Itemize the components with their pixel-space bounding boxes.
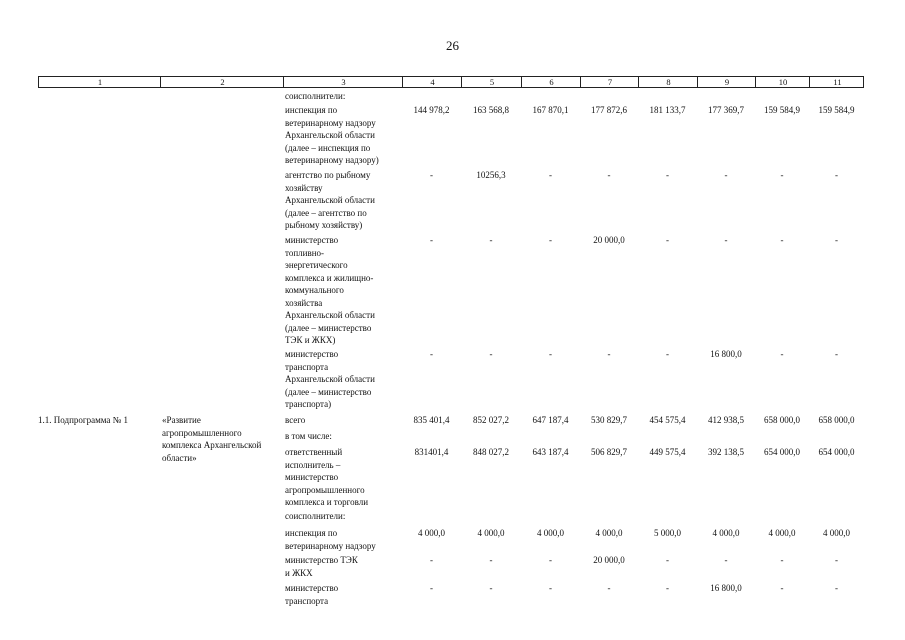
executor-cell: соисполнители: bbox=[285, 511, 346, 521]
value-cell-col4: - bbox=[430, 583, 433, 593]
header-divider bbox=[638, 77, 639, 87]
header-divider bbox=[580, 77, 581, 87]
value-cell-col10: 654 000,0 bbox=[764, 447, 800, 457]
value-cell-col5: - bbox=[489, 583, 493, 593]
header-divider bbox=[809, 77, 810, 87]
value-cell-col9: 4 000,0 bbox=[712, 528, 740, 538]
value-cell-col11: 159 584,9 bbox=[818, 105, 855, 115]
header-divider bbox=[160, 77, 161, 87]
value-cell-col7: - bbox=[607, 349, 611, 359]
header-cell-7: 7 bbox=[607, 77, 613, 87]
page-number: 26 bbox=[446, 38, 459, 53]
value-cell-col7: - bbox=[607, 170, 611, 180]
value-cell-col4: - bbox=[430, 235, 433, 245]
value-cell-col8: - bbox=[666, 555, 669, 565]
executor-cell: инспекция по ветеринарному надзору Архангельской области (далее – инспекция по ветеринарному надзору) bbox=[285, 105, 379, 165]
value-cell-col9: 392 138,5 bbox=[708, 447, 744, 457]
value-cell-col8: - bbox=[666, 235, 669, 245]
value-cell-col5: 10256,3 bbox=[476, 170, 506, 180]
header-cell-10: 10 bbox=[778, 77, 788, 87]
value-cell-col11: 658 000,0 bbox=[818, 415, 855, 425]
value-cell-col7: 20 000,0 bbox=[593, 235, 625, 245]
value-cell-col10: 4 000,0 bbox=[768, 528, 796, 538]
executor-cell: ответственный исполнитель – министерство агропромышленного комплекса и торговли bbox=[285, 447, 369, 507]
value-cell-col4: 4 000,0 bbox=[418, 528, 445, 538]
value-cell-col9: - bbox=[724, 170, 728, 180]
header-cell-1: 1 bbox=[97, 77, 103, 87]
value-cell-col6: - bbox=[549, 583, 552, 593]
value-cell-col10: - bbox=[780, 555, 784, 565]
program-name-cell: «Развитие агропромышленного комплекса Архангельской области» bbox=[162, 415, 262, 463]
value-cell-col4: 144 978,2 bbox=[413, 105, 450, 115]
value-cell-col6: - bbox=[549, 235, 552, 245]
value-cell-col10: - bbox=[780, 170, 784, 180]
value-cell-col11: - bbox=[835, 583, 838, 593]
header-divider bbox=[521, 77, 522, 87]
value-cell-col9: 412 938,5 bbox=[708, 415, 744, 425]
value-cell-col10: 658 000,0 bbox=[764, 415, 800, 425]
table-header-row bbox=[38, 76, 864, 88]
executor-cell: агентство по рыбному хозяйству Архангельской области (далее – агентство по рыбному хозяйству) bbox=[285, 170, 375, 230]
executor-cell: министерство топливно- энергетического комплекса и жилищно- коммунального хозяйства Архангельской области (далее – министерство ТЭК и ЖКХ) bbox=[285, 235, 375, 345]
value-cell-col7: - bbox=[607, 583, 611, 593]
header-divider bbox=[697, 77, 698, 87]
header-cell-8: 8 bbox=[666, 77, 671, 87]
value-cell-col11: 654 000,0 bbox=[818, 447, 855, 457]
value-cell-col5: - bbox=[489, 349, 493, 359]
header-divider bbox=[755, 77, 756, 87]
value-cell-col6: 643 187,4 bbox=[532, 447, 569, 457]
header-cell-2: 2 bbox=[220, 77, 225, 87]
value-cell-col10: - bbox=[780, 583, 784, 593]
executor-cell: министерство транспорта bbox=[285, 583, 339, 606]
value-cell-col5: - bbox=[489, 555, 493, 565]
executor-cell: инспекция по ветеринарному надзору bbox=[285, 528, 376, 551]
header-cell-4: 4 bbox=[430, 77, 435, 87]
value-cell-col4: - bbox=[430, 170, 433, 180]
value-cell-col11: - bbox=[835, 170, 838, 180]
value-cell-col5: 4 000,0 bbox=[477, 528, 505, 538]
header-cell-5: 5 bbox=[489, 77, 495, 87]
value-cell-col8: 181 133,7 bbox=[649, 105, 686, 115]
header-divider bbox=[402, 77, 403, 87]
value-cell-col9: - bbox=[724, 555, 728, 565]
value-cell-col5: 852 027,2 bbox=[473, 415, 509, 425]
value-cell-col11: - bbox=[835, 235, 838, 245]
value-cell-col11: - bbox=[835, 349, 838, 359]
header-cell-9: 9 bbox=[724, 77, 730, 87]
value-cell-col7: 530 829,7 bbox=[591, 415, 627, 425]
executor-cell: министерство ТЭК и ЖКХ bbox=[285, 555, 358, 578]
value-cell-col7: 177 872,6 bbox=[591, 105, 627, 115]
row-number-cell: 1.1. Подпрограмма № 1 bbox=[38, 415, 128, 425]
value-cell-col5: - bbox=[489, 235, 493, 245]
value-cell-col7: 506 829,7 bbox=[591, 447, 627, 457]
value-cell-col10: - bbox=[780, 349, 784, 359]
value-cell-col9: 177 369,7 bbox=[708, 105, 744, 115]
value-cell-col4: 831401,4 bbox=[414, 447, 449, 457]
value-cell-col11: 4 000,0 bbox=[823, 528, 850, 538]
value-cell-col9: 16 800,0 bbox=[710, 583, 742, 593]
value-cell-col8: - bbox=[666, 583, 669, 593]
value-cell-col8: 449 575,4 bbox=[649, 447, 686, 457]
executor-cell: в том числе: bbox=[285, 431, 332, 441]
value-cell-col5: 848 027,2 bbox=[473, 447, 509, 457]
value-cell-col8: 5 000,0 bbox=[654, 528, 681, 538]
value-cell-col10: 159 584,9 bbox=[764, 105, 800, 115]
executor-cell: соисполнители: bbox=[285, 91, 346, 101]
header-divider bbox=[283, 77, 284, 87]
value-cell-col6: 4 000,0 bbox=[537, 528, 564, 538]
value-cell-col7: 4 000,0 bbox=[595, 528, 623, 538]
executor-cell: министерство транспорта Архангельской области (далее – министерство транспорта) bbox=[285, 349, 375, 409]
executor-cell: всего bbox=[285, 415, 306, 425]
header-cell-11: 11 bbox=[833, 77, 842, 87]
value-cell-col6: - bbox=[549, 170, 552, 180]
header-cell-6: 6 bbox=[549, 77, 554, 87]
value-cell-col8: - bbox=[666, 170, 669, 180]
value-cell-col5: 163 568,8 bbox=[473, 105, 509, 115]
value-cell-col6: - bbox=[549, 349, 552, 359]
value-cell-col6: 647 187,4 bbox=[532, 415, 569, 425]
value-cell-col9: - bbox=[724, 235, 728, 245]
header-cell-3: 3 bbox=[341, 77, 346, 87]
header-divider bbox=[461, 77, 462, 87]
value-cell-col4: 835 401,4 bbox=[413, 415, 450, 425]
value-cell-col7: 20 000,0 bbox=[593, 555, 625, 565]
value-cell-col8: - bbox=[666, 349, 669, 359]
value-cell-col6: 167 870,1 bbox=[532, 105, 569, 115]
value-cell-col4: - bbox=[430, 555, 433, 565]
value-cell-col10: - bbox=[780, 235, 784, 245]
value-cell-col4: - bbox=[430, 349, 433, 359]
value-cell-col8: 454 575,4 bbox=[649, 415, 686, 425]
value-cell-col6: - bbox=[549, 555, 552, 565]
value-cell-col9: 16 800,0 bbox=[710, 349, 742, 359]
value-cell-col11: - bbox=[835, 555, 838, 565]
